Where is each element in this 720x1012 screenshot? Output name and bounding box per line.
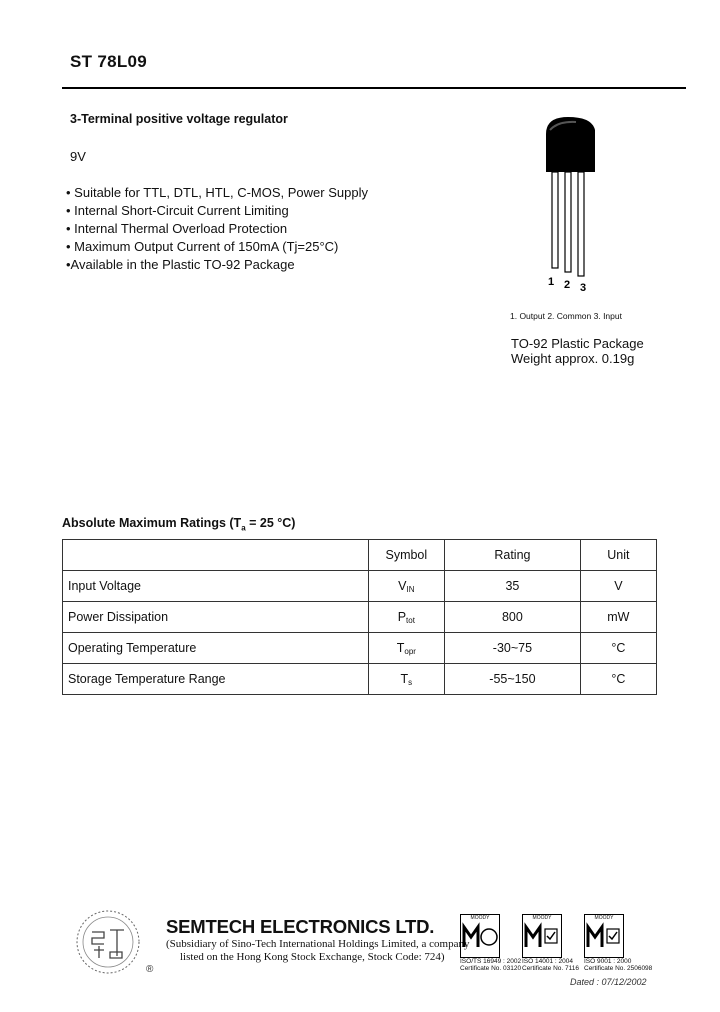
pin-number-1: 1 [548,276,555,288]
unit-cell: °C [580,664,656,695]
pin-lead-2 [565,172,571,272]
package-weight: Weight approx. 0.19g [511,351,635,366]
header-unit: Unit [580,540,656,571]
cert-badge-iso-ts-16949 [460,914,500,958]
cert-label [522,958,579,972]
cert-standard: ISO 9001 : 2000 [584,958,632,965]
parameter-cell: Input Voltage [63,571,369,602]
cert-label [584,958,652,972]
rating-cell: -55~150 [445,664,581,695]
symbol-subscript: tot [406,615,415,625]
package-name: TO-92 Plastic Package [511,336,644,351]
output-voltage: 9V [70,149,86,164]
cert-standard: ISO/TS 16949 : 2002 [460,958,522,965]
parameter-cell: Operating Temperature [63,633,369,664]
parameter-cell: Power Dissipation [63,602,369,633]
feature-item: • Maximum Output Current of 150mA (Tj=25°C) [66,239,339,254]
ratings-heading [62,516,295,533]
symbol-cell [368,633,444,664]
symbol-main: T [396,640,405,655]
table-row [63,571,657,602]
header-parameter [63,540,369,571]
symbol-subscript: s [408,677,413,687]
cert-number: Certificate No. 03120 [460,965,522,972]
cert-number: Certificate No. 7116 [522,965,579,972]
cert-badge-iso-14001 [522,914,562,958]
header-symbol: Symbol [368,540,444,571]
unit-cell: V [580,571,656,602]
symbol-main: P [397,609,407,624]
semtech-logo-icon [74,908,158,980]
unit-cell: °C [580,633,656,664]
to92-package-illustration [536,112,606,292]
moody-m-icon [523,921,561,955]
package-body [546,117,595,172]
ratings-table [62,539,657,695]
table-row [63,602,657,633]
title-rule [62,87,686,89]
table-row [63,633,657,664]
registered-mark: ® [146,964,154,975]
feature-item: • Internal Thermal Overload Protection [66,221,288,236]
parameter-cell: Storage Temperature Range [63,664,369,695]
company-name: SEMTECH ELECTRONICS LTD. [166,916,435,937]
table-header-row [63,540,657,571]
cert-badge-text: MOODY [532,915,552,921]
pin-lead-3 [578,172,584,276]
header-rating: Rating [445,540,581,571]
cert-badge-iso-9001 [584,914,624,958]
cert-number: Certificate No. 2506098 [584,965,653,972]
pin-number-3: 3 [580,282,587,292]
pin-number-2: 2 [564,279,571,291]
feature-item: • Internal Short-Circuit Current Limiting [66,203,289,218]
product-subtitle: 3-Terminal positive voltage regulator [70,112,288,126]
moody-m-icon [585,921,623,955]
symbol-cell [368,664,444,695]
ratings-heading-sub: a [241,523,246,533]
document-date: Dated : 07/12/2002 [570,977,647,987]
symbol-main: T [400,671,409,686]
moody-m-icon [461,921,499,955]
feature-item: • Suitable for TTL, DTL, HTL, C-MOS, Power Supply [66,185,368,200]
symbol-main: V [398,578,407,593]
ratings-heading-prefix: Absolute Maximum Ratings (T [62,516,242,530]
cert-standard: ISO 14001 : 2004 [522,958,573,965]
symbol-subscript: opr [404,646,416,656]
table-row [63,664,657,695]
feature-list [66,184,368,274]
symbol-cell [368,602,444,633]
rating-cell: 35 [445,571,581,602]
company-subsidiary-line2: listed on the Hong Kong Stock Exchange, Stock Code: 724) [180,951,445,963]
rating-cell: -30~75 [445,633,581,664]
ratings-heading-suffix: = 25 °C) [245,516,296,530]
rating-cell: 800 [445,602,581,633]
pin-legend: 1. Output 2. Common 3. Input [510,311,622,321]
feature-item: •Available in the Plastic TO-92 Package [66,257,295,272]
company-subsidiary-line1: (Subsidiary of Sino-Tech International Holdings Limited, a company [166,938,470,950]
page-title: ST 78L09 [70,52,148,71]
pin-lead-1 [552,172,558,268]
unit-cell: mW [580,602,656,633]
symbol-cell [368,571,444,602]
cert-badge-text: MOODY [470,915,490,921]
symbol-subscript: IN [406,584,415,594]
cert-label [460,958,521,972]
cert-badge-text: MOODY [594,915,614,921]
